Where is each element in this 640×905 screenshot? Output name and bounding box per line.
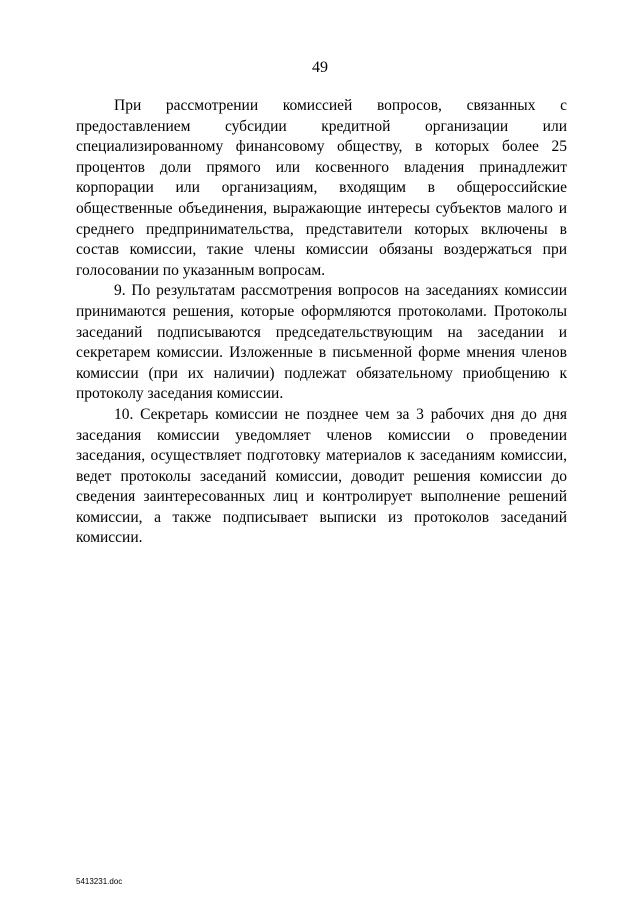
page-number: 49 — [312, 59, 328, 76]
paragraph-conflict-of-interest: При рассмотрении комиссией вопросов, связанных с предоставлением субсидии кредитной организации или специализированному финансовому обществу, в которых более 25 процентов доли прямого или косвенного владения принадлежит корпорации или организациям, входящим в общероссийские общественные объединения, выражающие интересы субъектов малого и среднего предпринимательства, представители которых включены в состав комиссии, такие члены комиссии обязаны воздержаться при голосовании по указанным вопросам. — [76, 97, 567, 279]
footer-file-code: 5413231.doc — [76, 877, 123, 886]
paragraph-10-secretary: 10. Секретарь комиссии не позднее чем за 3 рабочих дня до дня заседания комиссии уведомляет членов комиссии о проведении заседания, осуществляет подготовку материалов к заседаниям комиссии, ведет протоколы заседаний комиссии, доводит решения комиссии до сведения заинтересованных лиц и контролирует выполнение решений комиссии, а также подписывает выписки из протоколов заседаний комиссии. — [76, 405, 567, 547]
document-body — [76, 96, 567, 549]
paragraph-9-decisions: 9. По результатам рассмотрения вопросов на заседаниях комиссии принимаются решения, которые оформляются протоколами. Протоколы заседаний подписываются председательствующим на заседании и секретарем комиссии. Изложенные в письменной форме мнения членов комиссии (при их наличии) подлежат обязательному приобщению к протоколу заседания комиссии. — [76, 282, 567, 403]
